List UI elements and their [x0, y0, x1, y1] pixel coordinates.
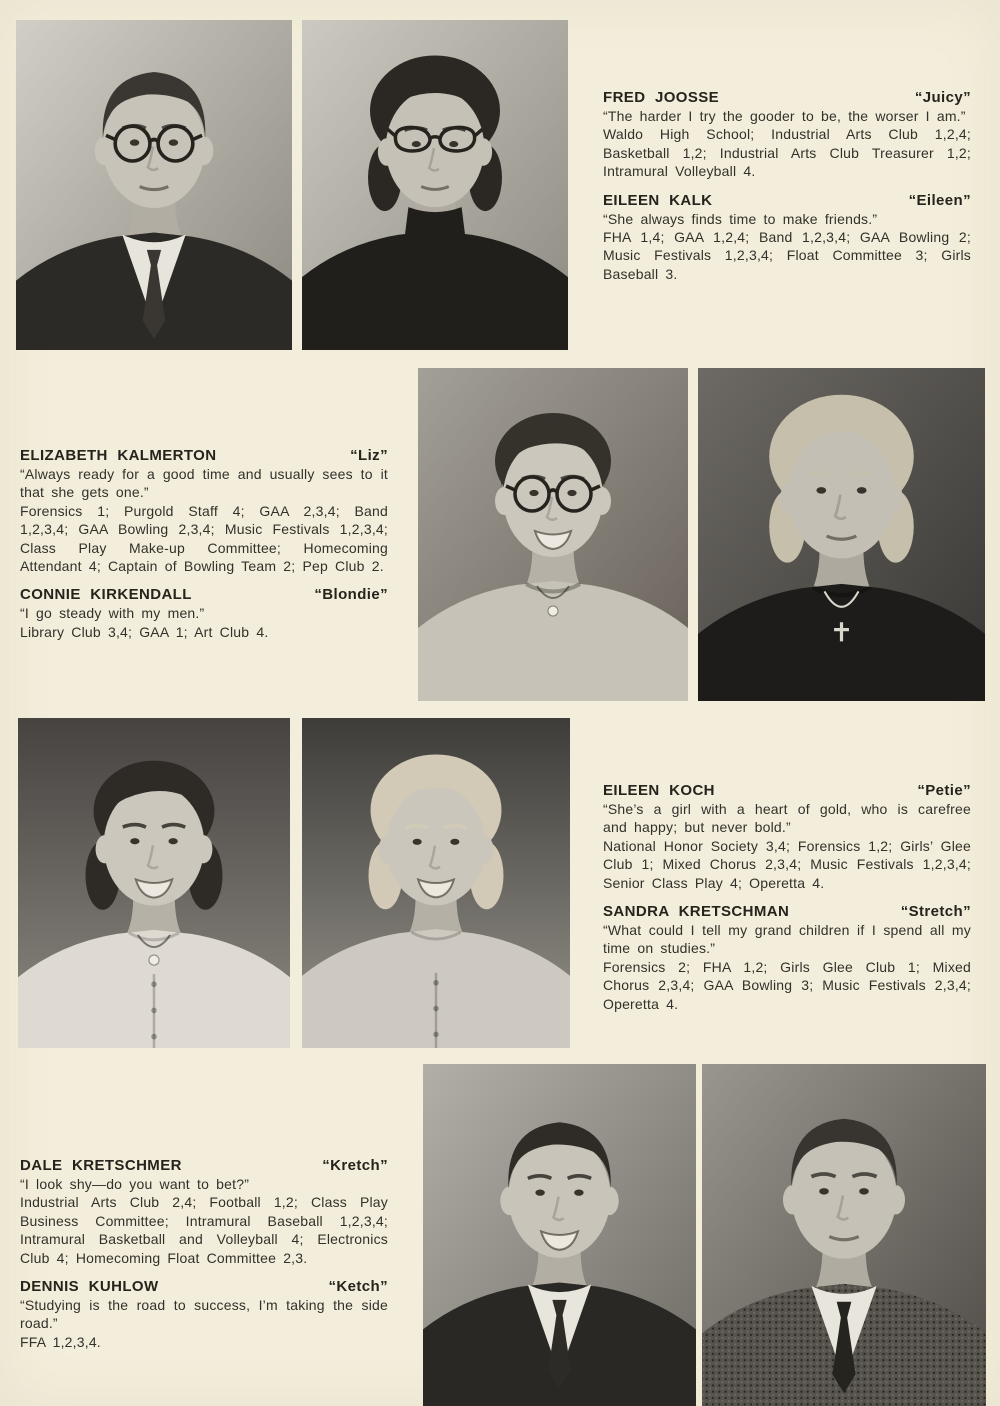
student-quote: “What could I tell my grand children if I spend all my time on studies.” [603, 922, 971, 957]
entry-header [20, 1277, 388, 1296]
student-nickname: “Juicy” [914, 89, 971, 106]
photo-eileen-kalk [302, 20, 568, 350]
entry-dale-kretschmer [20, 1156, 388, 1267]
entry-header [603, 781, 971, 800]
student-activities: National Honor Society 3,4; Forensics 1,2; Girls’ Glee Club 1; Mixed Chorus 2,3,4; Music Festivals 1,2,3,4; Senior Class Play 4; Operetta 4. [603, 837, 971, 891]
entry-group-middle-right [603, 781, 971, 1013]
student-name: ELIZABETH KALMERTON [20, 447, 217, 464]
entry-header [20, 446, 388, 465]
student-nickname: “Ketch” [328, 1278, 388, 1296]
student-activities: Library Club 3,4; GAA 1; Art Club 4. [20, 623, 269, 640]
student-nickname: “Liz” [350, 447, 388, 464]
student-activities: FHA 1,4; GAA 1,2,4; Band 1,2,3,4; GAA Bowling 2; Music Festivals 1,2,3,4; Float Committee 3; Girls Baseball 3. [603, 229, 971, 282]
photo-fred-joosse [16, 20, 292, 350]
student-quote: “I go steady with my men.” [20, 605, 205, 622]
entry-sandra-kretschman [603, 902, 971, 1013]
entry-connie-kirkendall [20, 585, 388, 641]
student-quote: “She’s a girl with a heart of gold, who is carefree and happy; but never bold.” [603, 801, 971, 836]
entry-group-bottom-left [20, 1156, 388, 1351]
student-quote: “The harder I try the gooder to be, the worser I am.” [603, 108, 966, 124]
student-name: CONNIE KIRKENDALL [20, 586, 192, 604]
student-quote: “I look shy—do you want to bet?” [20, 1176, 250, 1192]
entry-header [20, 585, 388, 604]
photo-sandra-kretschman [302, 718, 570, 1048]
student-nickname: “Blondie” [314, 586, 388, 604]
photo-connie-kirkendall [698, 368, 985, 701]
student-activities: Forensics 1; Purgold Staff 4; GAA 2,3,4; Band 1,2,3,4; GAA Bowling 2,3,4; Music Festivals 1,2,3,4; Class Play Make-up Committee; Homecoming Attendant 4; Captain of Bowling Team 2; Pep Club 2. [20, 502, 388, 575]
photo-dale-kretschmer [423, 1064, 696, 1406]
entry-dennis-kuhlow [20, 1277, 388, 1351]
student-name: EILEEN KALK [603, 191, 713, 209]
student-name: FRED JOOSSE [603, 89, 720, 106]
student-activities: Waldo High School; Industrial Arts Club 1,2,4; Basketball 1,2; Industrial Arts Club Treasurer 1,2; Intramural Volleyball 4. [603, 126, 971, 180]
entry-fred-joosse [603, 88, 971, 181]
student-name: DENNIS KUHLOW [20, 1278, 159, 1296]
student-name: DALE KRETSCHMER [20, 1157, 182, 1174]
entry-elizabeth-kalmerton [20, 446, 388, 575]
entry-group-top-right [603, 88, 971, 283]
entry-group-middle-left [20, 446, 388, 641]
photo-eileen-koch [18, 718, 290, 1048]
entry-header [603, 191, 971, 210]
student-name: SANDRA KRETSCHMAN [603, 903, 790, 921]
student-activities: Industrial Arts Club 2,4; Football 1,2; Class Play Business Committee; Intramural Baseball 1,2,3,4; Intramural Basketball and Volleyball 4; Electronics Club 4; Homecoming Float Committee 2,3. [20, 1194, 388, 1266]
student-quote: “Studying is the road to success, I’m taking the side road.” [20, 1297, 388, 1332]
photo-elizabeth-kalmerton [418, 368, 688, 701]
student-quote: “Always ready for a good time and usually sees to it that she gets one.” [20, 466, 388, 501]
photo-dennis-kuhlow [702, 1064, 986, 1406]
student-nickname: “Petie” [917, 782, 971, 799]
student-quote: “She always finds time to make friends.” [603, 210, 878, 227]
student-activities: FFA 1,2,3,4. [20, 1333, 101, 1350]
student-nickname: “Kretch” [322, 1157, 388, 1174]
student-activities: Forensics 2; FHA 1,2; Girls Glee Club 1; Mixed Chorus 2,3,4; GAA Bowling 3; Music Festivals 2,3,4; Operetta 4. [603, 958, 971, 1012]
student-nickname: “Stretch” [900, 903, 971, 921]
entry-header [20, 1156, 388, 1175]
entry-header [603, 902, 971, 921]
student-nickname: “Eileen” [908, 191, 971, 209]
student-name: EILEEN KOCH [603, 782, 715, 799]
entry-eileen-koch [603, 781, 971, 892]
entry-eileen-kalk [603, 191, 971, 284]
entry-header [603, 88, 971, 107]
